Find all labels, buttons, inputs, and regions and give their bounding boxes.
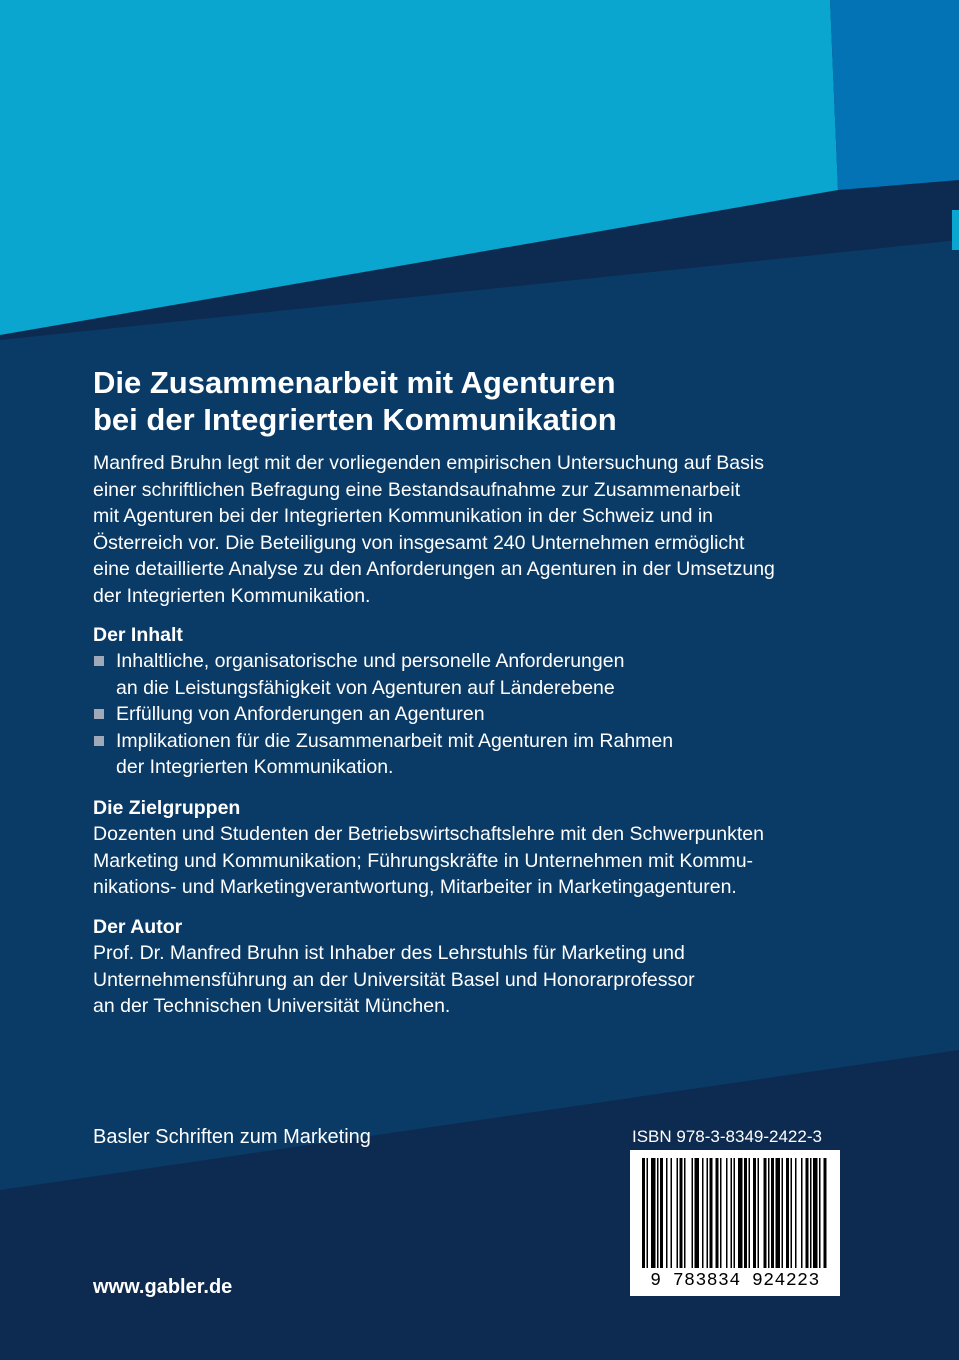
book-title-line-1: Die Zusammenarbeit mit Agenturen	[93, 365, 616, 400]
intro-line: Österreich vor. Die Beteiligung von insgesamt 240 Unternehmen ermöglicht	[93, 531, 745, 554]
autor-line: Unternehmensführung an der Universität Basel und Honorarprofessor	[93, 968, 695, 991]
autor-line: Prof. Dr. Manfred Bruhn ist Inhaber des Lehrstuhls für Marketing und	[93, 942, 685, 964]
list-item-line: an die Leistungsfähigkeit von Agenturen auf Länderebene	[116, 676, 615, 699]
autor-line: an der Technischen Universität München.	[93, 995, 451, 1017]
list-item-line: Implikationen für die Zusammenarbeit mit Agenturen im Rahmen	[116, 729, 674, 752]
intro-line: der Integrierten Kommunikation.	[93, 584, 371, 607]
book-title-line-2: bei der Integrierten Kommunikation	[93, 402, 617, 437]
zielgruppen-line: Dozenten und Studenten der Betriebswirtschaftslehre mit den Schwerpunkten	[93, 823, 764, 845]
zielgruppen-line: Marketing und Kommunikation; Führungskräfte in Unternehmen mit Kommu-	[93, 849, 754, 872]
square-bullet-icon	[94, 656, 104, 666]
intro-line: Manfred Bruhn legt mit der vorliegenden empirischen Untersuchung auf Basis	[93, 452, 764, 474]
zielgruppen-text	[93, 821, 883, 901]
autor-heading: Der Autor	[93, 916, 183, 938]
square-bullet-icon	[94, 736, 104, 746]
zielgruppen-line: nikations- und Marketingverantwortung, Mitarbeiter in Marketingagenturen.	[93, 876, 737, 898]
inhalt-heading: Der Inhalt	[93, 624, 183, 646]
intro-paragraph	[93, 450, 873, 609]
square-bullet-icon	[94, 709, 104, 719]
barcode-digits: 9 783834 924223	[650, 1271, 820, 1291]
list-item-line: der Integrierten Kommunikation.	[116, 756, 394, 778]
barcode	[630, 1150, 840, 1296]
intro-line: mit Agenturen bei der Integrierten Kommunikation in der Schweiz und in	[93, 505, 714, 527]
intro-line: eine detaillierte Analyse zu den Anforderungen an Agenturen in der Umsetzung	[93, 558, 775, 580]
isbn-number: ISBN 978-3-8349-2422-3	[632, 1127, 822, 1146]
list-item	[93, 648, 883, 701]
series-name: Basler Schriften zum Marketing	[93, 1126, 371, 1148]
book-title	[93, 364, 873, 438]
publisher-website-link[interactable]: www.gabler.de	[93, 1276, 233, 1298]
list-item-line: Erfüllung von Anforderungen an Agenturen	[116, 703, 485, 725]
list-item	[93, 701, 883, 728]
autor-text	[93, 940, 883, 1020]
list-item-line: Inhaltliche, organisatorische und personelle Anforderungen	[116, 650, 625, 672]
inhalt-list	[93, 648, 883, 781]
zielgruppen-heading: Die Zielgruppen	[93, 797, 241, 819]
list-item	[93, 728, 883, 781]
intro-line: einer schriftlichen Befragung eine Bestandsaufnahme zur Zusammenarbeit	[93, 478, 741, 501]
